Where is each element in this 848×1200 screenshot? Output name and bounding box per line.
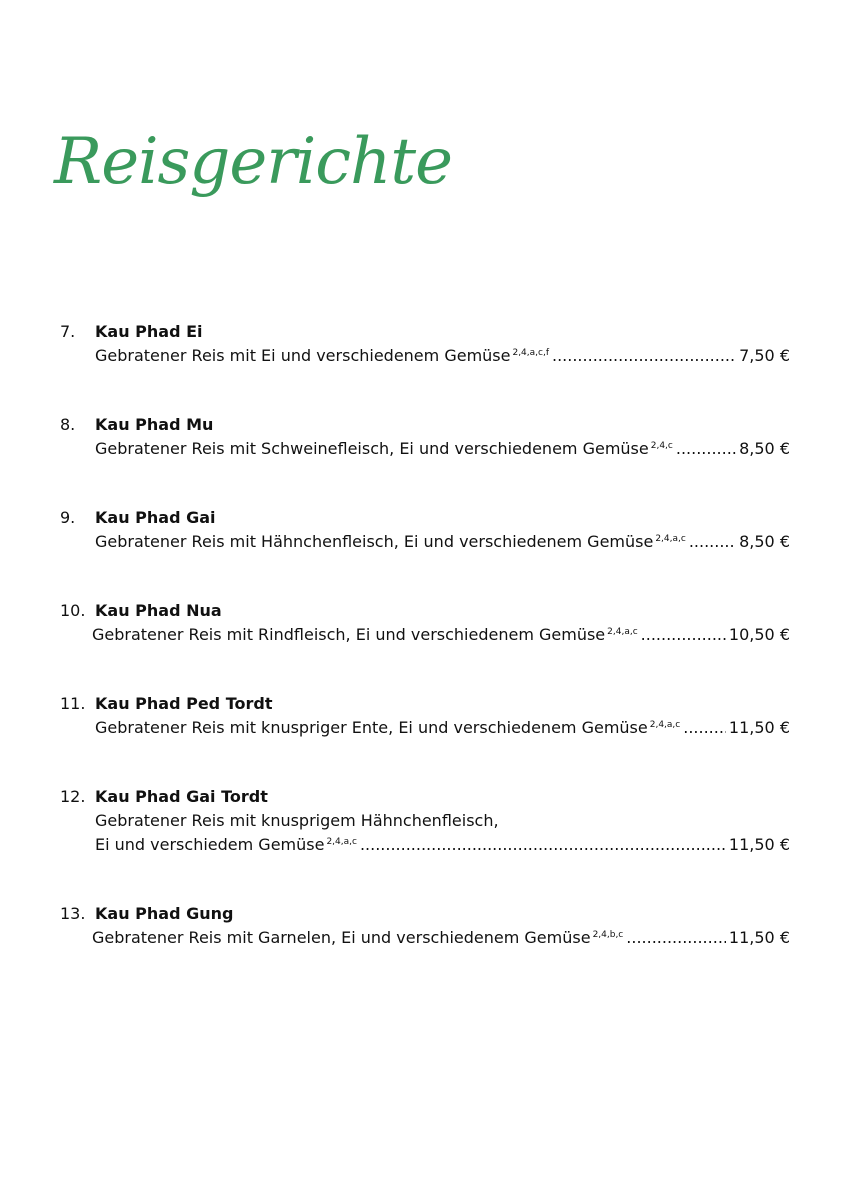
item-number: 13.	[60, 904, 86, 923]
menu-item	[60, 413, 790, 461]
dot-leader	[683, 716, 726, 740]
item-price: 11,50 €	[728, 928, 790, 947]
item-name: Kau Phad Ped Tordt	[95, 694, 273, 713]
item-description	[95, 809, 790, 833]
item-name: Kau Phad Gung	[95, 904, 234, 923]
description-text-wrap	[95, 809, 499, 833]
item-price: 11,50 €	[728, 835, 790, 854]
description-text: Gebratener Reis mit Schweinefleisch, Ei und verschiedenem Gemüse	[95, 439, 649, 458]
item-price: 8,50 €	[739, 532, 790, 551]
item-price: 8,50 €	[739, 439, 790, 458]
item-description	[92, 623, 790, 647]
item-name: Kau Phad Gai Tordt	[95, 787, 268, 806]
item-name: Kau Phad Mu	[95, 415, 214, 434]
dot-leader	[676, 437, 736, 461]
description-text-wrap	[92, 926, 623, 950]
allergen-codes: 2,4,c	[650, 441, 673, 451]
item-description	[95, 716, 790, 740]
page-title	[48, 100, 452, 250]
allergen-codes: 2,4,a,c	[655, 534, 686, 544]
dot-leader	[552, 344, 736, 368]
item-name: Kau Phad Ei	[95, 322, 203, 341]
item-number: 9.	[60, 508, 76, 527]
item-number: 7.	[60, 322, 76, 341]
page-title-text: Reisgerichte	[54, 125, 452, 199]
description-text: Gebratener Reis mit knuspriger Ente, Ei und verschiedenem Gemüse	[95, 718, 648, 737]
menu-list	[60, 320, 790, 995]
menu-item	[60, 785, 790, 857]
item-price: 7,50 €	[739, 346, 790, 365]
description-text: Gebratener Reis mit knusprigem Hähnchenfleisch,	[95, 811, 499, 830]
dot-leader	[360, 833, 726, 857]
description-text: Gebratener Reis mit Garnelen, Ei und verschiedenem Gemüse	[92, 928, 591, 947]
menu-item	[60, 599, 790, 647]
description-text: Gebratener Reis mit Rindfleisch, Ei und verschiedenem Gemüse	[92, 625, 606, 644]
menu-item	[60, 506, 790, 554]
description-text: Gebratener Reis mit Hähnchenfleisch, Ei und verschiedenem Gemüse	[95, 532, 654, 551]
item-number: 10.	[60, 601, 86, 620]
description-text-wrap	[95, 530, 686, 554]
dot-leader	[626, 926, 726, 950]
description-text-wrap	[95, 437, 673, 461]
menu-item	[60, 320, 790, 368]
menu-item	[60, 902, 790, 950]
item-description	[95, 833, 790, 857]
description-text-wrap	[95, 344, 549, 368]
item-name: Kau Phad Gai	[95, 508, 216, 527]
dot-leader	[689, 530, 736, 554]
allergen-codes: 2,4,a,c	[326, 837, 357, 847]
item-price: 11,50 €	[728, 718, 790, 737]
allergen-codes: 2,4,a,c,f	[512, 348, 549, 358]
item-name: Kau Phad Nua	[95, 601, 222, 620]
description-text: Ei und verschiedem Gemüse	[95, 835, 325, 854]
allergen-codes: 2,4,b,c	[592, 930, 624, 940]
dot-leader	[641, 623, 726, 647]
item-price: 10,50 €	[728, 625, 790, 644]
description-text-wrap	[95, 716, 680, 740]
menu-item	[60, 692, 790, 740]
allergen-codes: 2,4,a,c	[649, 720, 681, 730]
description-text-wrap	[92, 623, 638, 647]
description-text: Gebratener Reis mit Ei und verschiedenem Gemüse	[95, 346, 511, 365]
item-number: 12.	[60, 787, 86, 806]
item-description	[95, 344, 790, 368]
item-number: 11.	[60, 694, 86, 713]
description-text-wrap	[95, 833, 357, 857]
item-description	[95, 437, 790, 461]
allergen-codes: 2,4,a,c	[607, 627, 638, 637]
item-description	[95, 530, 790, 554]
item-description	[92, 926, 790, 950]
item-number: 8.	[60, 415, 76, 434]
